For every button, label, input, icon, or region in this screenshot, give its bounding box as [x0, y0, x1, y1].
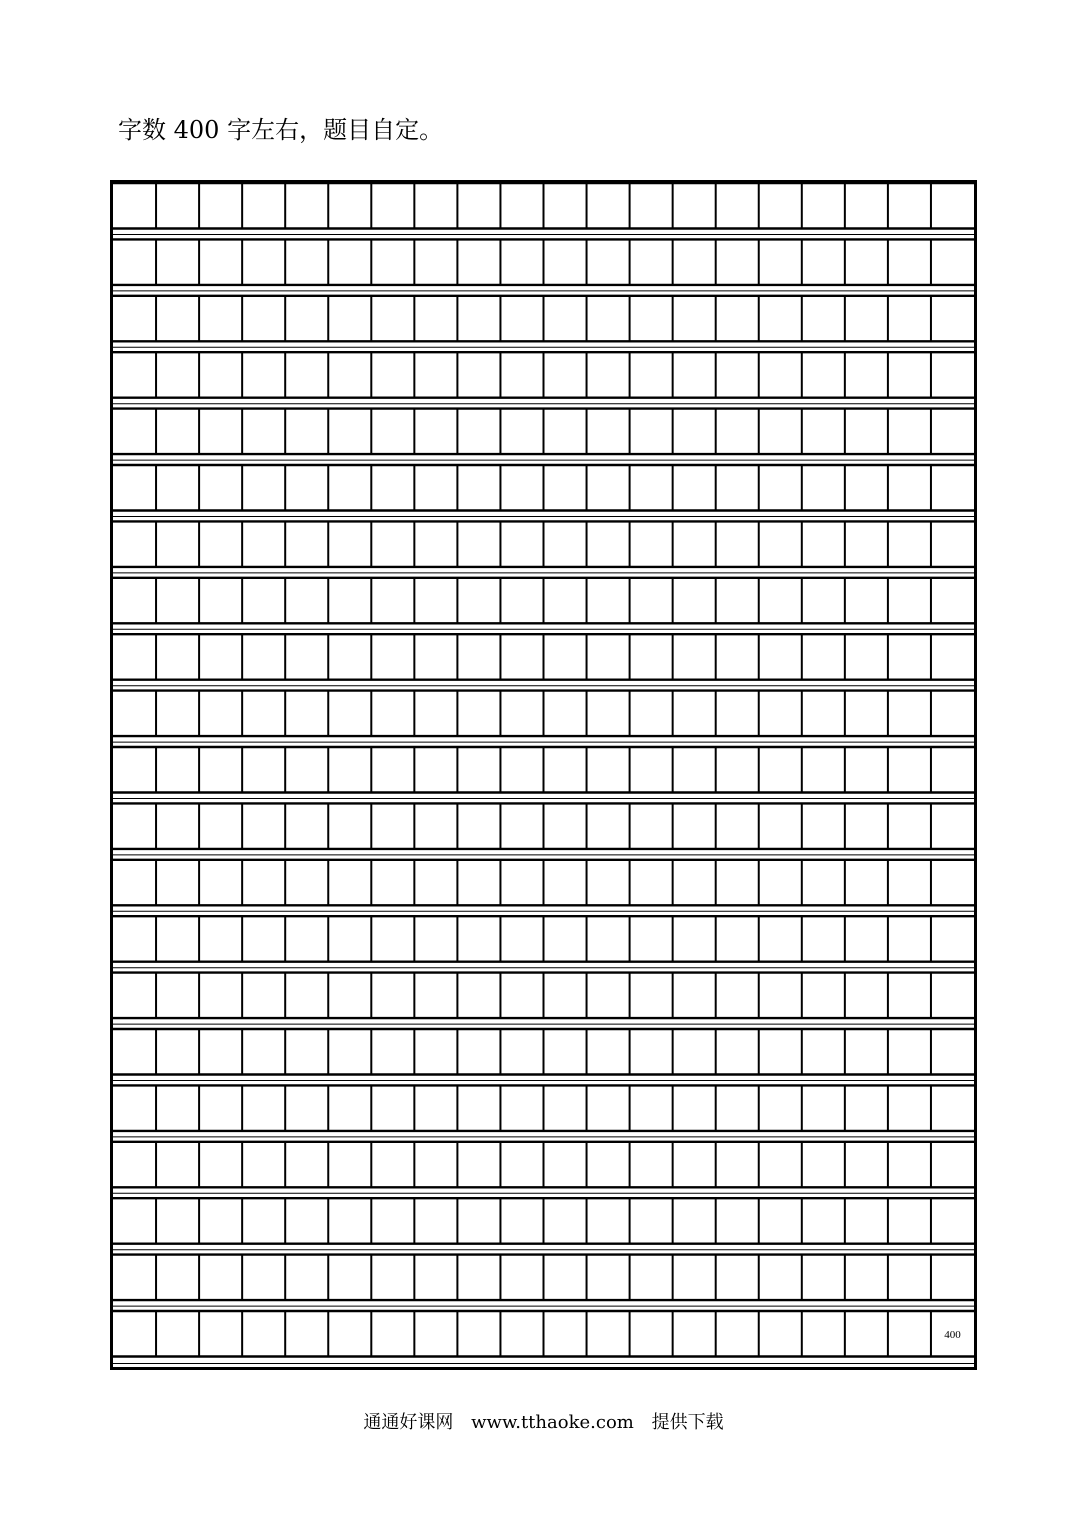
footer-suffix: 提供下载: [651, 1412, 724, 1433]
footer-site-name: 通通好课网: [363, 1412, 454, 1433]
composition-grid: [110, 180, 977, 1370]
footer-site-url: www.tthaoke.com: [471, 1412, 634, 1433]
grid-count-label: 400: [944, 1328, 961, 1341]
footer-credit: [0, 1408, 1087, 1434]
essay-instruction: 字数 400 字左右，题目自定。: [118, 116, 444, 144]
